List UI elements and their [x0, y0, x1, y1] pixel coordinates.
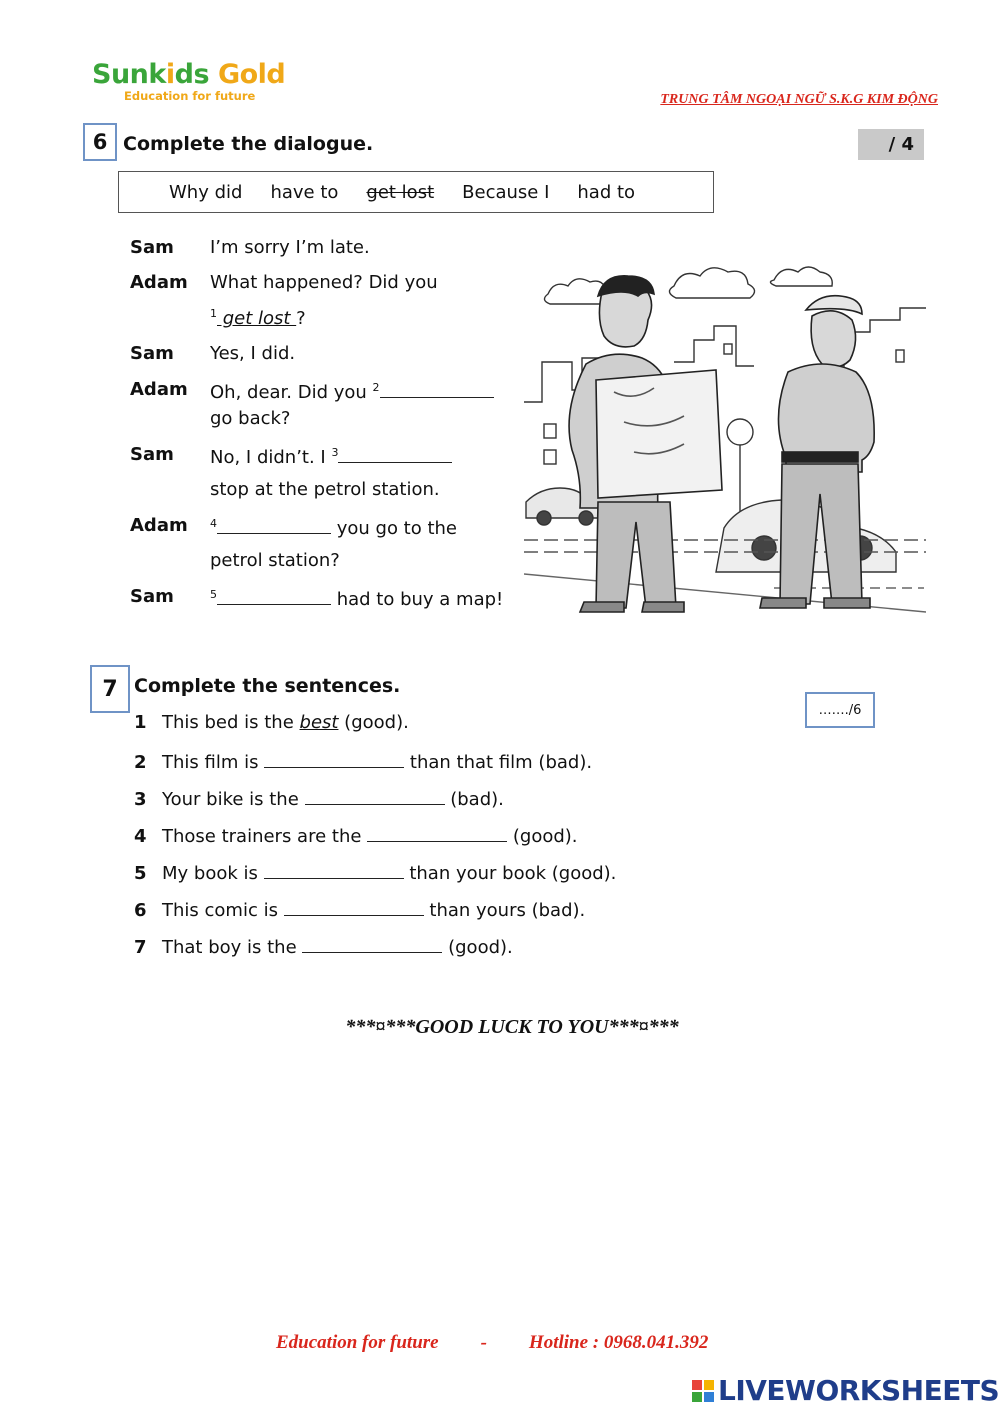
answer-blank-3[interactable]: [338, 444, 452, 463]
section-7-score: ……./6: [805, 692, 875, 728]
dialogue-line: Yes, I did.: [210, 343, 296, 364]
section-6-heading: Complete the dialogue.: [123, 133, 374, 155]
logo-star-letter: i: [165, 59, 175, 90]
speaker: Sam: [130, 586, 174, 607]
dialogue-line-cont: petrol station?: [210, 550, 340, 571]
answer-blank[interactable]: [264, 749, 404, 768]
answer-blank[interactable]: [302, 934, 442, 953]
sentence-text: My book is: [162, 863, 264, 884]
gap-number: 3: [331, 446, 339, 459]
word-bank-item: Why did: [169, 181, 243, 203]
speaker: Adam: [130, 515, 188, 536]
center-name: TRUNG TÂM NGOẠI NGỮ S.K.G KIM ĐỘNG: [660, 92, 938, 107]
sentence-text: Those trainers are the: [162, 826, 368, 847]
sentence-text: than that film (bad).: [404, 752, 593, 773]
word-bank-item: had to: [577, 181, 636, 203]
section-6-score: / 4: [858, 129, 924, 160]
answer-blank-2[interactable]: [380, 379, 494, 398]
sentence-number: 1: [134, 712, 147, 733]
dialogue-line: [210, 444, 452, 469]
sentence-text: This film is: [162, 752, 265, 773]
sentence-row: [134, 749, 592, 773]
dialogue-line: What happened? Did you: [210, 272, 438, 293]
sentence-number: 2: [134, 752, 147, 773]
closing-message: ***¤***GOOD LUCK TO YOU***¤***: [345, 1016, 679, 1038]
sentence-number: 6: [134, 900, 147, 921]
answer-blank[interactable]: [367, 823, 507, 842]
dialogue-line: [210, 379, 494, 404]
sentence-number: 7: [134, 937, 147, 958]
dialogue-text: No, I didn’t. I: [210, 447, 332, 468]
cloud-icon: [770, 267, 832, 286]
word-bank-item: Because I: [462, 181, 550, 203]
word-bank: [118, 171, 714, 213]
dialogue-line-example: [210, 308, 306, 330]
speaker: Sam: [130, 343, 174, 364]
sentence-row: [134, 897, 585, 921]
answer-blank[interactable]: [284, 897, 424, 916]
sentence-row: [134, 934, 513, 958]
boy-with-map: [569, 276, 722, 612]
dialogue-line: I’m sorry I’m late.: [210, 237, 370, 258]
sentence-text: than your book (good).: [403, 863, 617, 884]
speaker: Adam: [130, 272, 188, 293]
dialogue-text: had to buy a map!: [331, 589, 504, 610]
sentence-text: This bed is the: [162, 712, 300, 733]
logo-tagline: Education for future: [124, 89, 256, 103]
dialogue-line: [210, 515, 457, 540]
dialogue-text: you go to the: [331, 518, 458, 539]
gap-number: 1: [210, 307, 217, 320]
footer-slogan: Education for future: [276, 1332, 439, 1353]
section-7-heading: Complete the sentences.: [134, 675, 401, 697]
section-6-number: 6: [83, 123, 117, 161]
brand-logo: [92, 60, 332, 106]
answer-blank[interactable]: [305, 786, 445, 805]
dialogue-text: Oh, dear. Did you: [210, 382, 373, 403]
section-7-number: 7: [90, 665, 130, 713]
answer-blank[interactable]: [264, 860, 404, 879]
sentence-row: [134, 823, 578, 847]
sentence-row: [134, 786, 504, 810]
example-answer: get lost: [217, 308, 297, 329]
building-outline: [674, 326, 754, 366]
cloud-icon: [669, 268, 754, 298]
footer: [276, 1332, 708, 1354]
sentence-text: This comic is: [162, 900, 284, 921]
answer-blank-5[interactable]: [217, 586, 331, 605]
dialogue-text: ?: [296, 308, 306, 329]
sentence-number: 3: [134, 789, 147, 810]
footer-separator: -: [480, 1332, 487, 1353]
watermark-text: LIVEWORKSHEETS: [718, 1374, 1000, 1407]
speaker: Adam: [130, 379, 188, 400]
answer-blank-4[interactable]: [217, 515, 331, 534]
sentence-text: Your bike is the: [162, 789, 305, 810]
speaker: Sam: [130, 237, 174, 258]
sentence-text: That boy is the: [162, 937, 303, 958]
liveworksheets-logo-icon: [692, 1380, 714, 1402]
sentence-row: [134, 712, 409, 733]
sentence-text: (good).: [507, 826, 578, 847]
gap-number: 5: [210, 588, 217, 601]
gap-number: 2: [372, 381, 380, 394]
liveworksheets-watermark: [692, 1374, 999, 1407]
speaker: Sam: [130, 444, 174, 465]
example-answer: best: [299, 712, 339, 733]
sentence-row: [134, 860, 616, 884]
word-bank-item: have to: [270, 181, 339, 203]
logo-word-1: Sunk: [92, 59, 166, 90]
logo-word-gold: Gold: [217, 59, 286, 90]
dialogue-line: [210, 586, 503, 611]
logo-word-2: ds: [174, 59, 210, 90]
sentence-text: (bad).: [444, 789, 504, 810]
sentence-text: than yours (bad).: [423, 900, 586, 921]
word-bank-item-crossed: get lost: [366, 181, 435, 203]
dialogue-line-cont: go back?: [210, 408, 291, 429]
illustration-boys-with-map: [524, 252, 926, 624]
gap-number: 4: [210, 517, 217, 530]
sentence-number: 5: [134, 863, 147, 884]
building-outline: [844, 308, 926, 382]
footer-hotline: Hotline : 0968.041.392: [528, 1332, 709, 1353]
dialogue-line-cont: stop at the petrol station.: [210, 479, 440, 500]
sentence-text: (good).: [442, 937, 513, 958]
sentence-text: (good).: [338, 712, 409, 733]
sentence-number: 4: [134, 826, 147, 847]
